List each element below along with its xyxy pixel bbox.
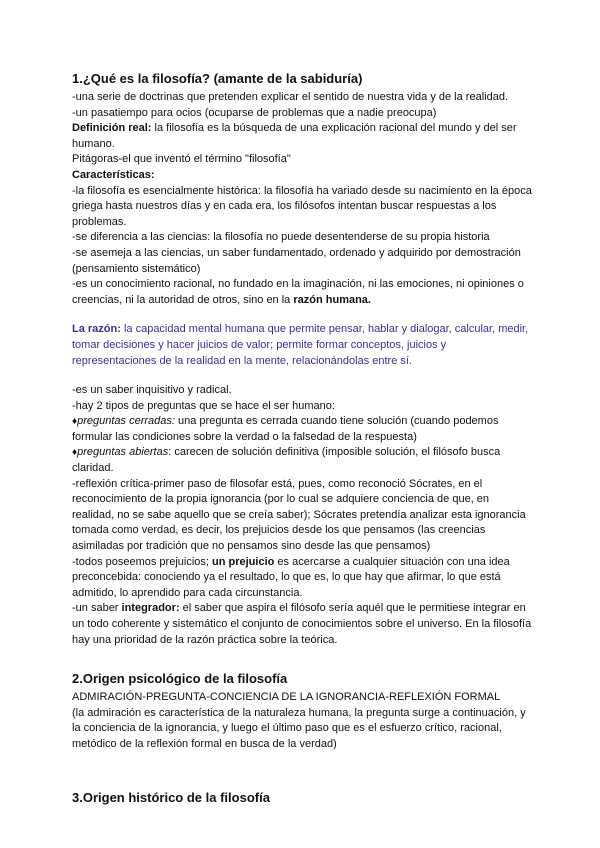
characteristic-item: -se asemeja a las ciencias, un saber fundamentado, ordenado y adquirido por demostración (pensamiento sistemático) bbox=[72, 246, 521, 275]
spacer bbox=[72, 308, 532, 322]
text: -es un conocimiento racional, no fundado en la imaginación, ni las emociones, ni opiniones o creencias, ni la autoridad de otros, sino en la bbox=[72, 278, 524, 306]
razon-paragraph bbox=[72, 322, 532, 369]
paragraph: (la admiración es característica de la naturaleza humana, la pregunta surge a continuación, y la conciencia de la ignorancia, y luego el último paso que es el esfuerzo crítico, racional, metódico de la reflexión formal en busca de la verdad) bbox=[72, 706, 526, 750]
characteristic-item bbox=[72, 277, 532, 308]
characteristic-item: -la filosofía es esencialmente histórica: la filosofía ha variado desde su nacimiento en la época griega hasta nuestros días y en cada era, los filósofos intentan buscar respuestas a los problemas. bbox=[72, 184, 532, 228]
section-2-heading: 2.Origen psicológico de la filosofía bbox=[72, 671, 288, 687]
paragraph bbox=[72, 555, 532, 602]
section-3-heading: 3.Origen histórico de la filosofía bbox=[72, 789, 270, 805]
question-label: preguntas cerradas: bbox=[77, 415, 175, 428]
emphasis: razón humana. bbox=[293, 293, 371, 306]
definition-paragraph bbox=[72, 121, 532, 152]
definition-text: la filosofía es la búsqueda de una explicación racional del mundo y del ser humano. bbox=[72, 122, 517, 150]
question-type-item bbox=[72, 414, 532, 445]
paragraph: -un pasatiempo para ocios (ocuparse de problemas que a nadie preocupa) bbox=[72, 106, 437, 119]
diamond-bullet-icon: ♦ bbox=[72, 447, 78, 459]
razon-label: La razón: bbox=[72, 323, 121, 336]
paragraph: ADMIRACIÓN-PREGUNTA-CONCIENCIA DE LA IGNORANCIA-REFLEXIÓN FORMAL bbox=[72, 691, 501, 704]
diamond-bullet-icon: ♦ bbox=[72, 416, 78, 428]
emphasis: integrador: bbox=[121, 602, 180, 615]
paragraph bbox=[72, 601, 532, 648]
paragraph: -reflexión crítica-primer paso de filosofar está, pues, como reconoció Sócrates, en el reconocimiento de la propia ignorancia (por lo cual se adquiere conciencia de que, en realidad, no se sabe aquello que se creía saber); Sócrates pretendía analizar esta ignorancia tomada como verdad, es decir, los prejuicios desde los que pensamos (las creencias asimiladas por tradición que no pensamos sino desde las que pensamos) bbox=[72, 477, 526, 553]
section-1-heading: 1.¿Qué es la filosofía? (amante de la sabiduría) bbox=[72, 71, 363, 86]
text: -todos poseemos prejuicios; bbox=[72, 555, 213, 568]
question-text: una pregunta es cerrada cuando tiene solución (cuando podemos formular las condiciones sobre la verdad o la falsedad de la respuesta) bbox=[72, 415, 499, 443]
document-page bbox=[72, 70, 532, 809]
question-type-item bbox=[72, 445, 532, 476]
text: el saber que aspira el filósofo sería aquél que le permitiese integrar en un todo coherente y sistemático el conjunto de conocimientos sobre el universo. En la filosofía hay una prioridad de la razón práctica sobre la teórica. bbox=[72, 602, 532, 646]
paragraph: -es un saber inquisitivo y radical. bbox=[72, 384, 232, 397]
paragraph: Pitágoras-el que inventó el término "filosofía" bbox=[72, 153, 291, 166]
spacer bbox=[72, 648, 532, 670]
text: es acercarse a cualquier situación con una idea preconcebida: conociendo ya el resultado, lo que es, lo que hay que afirmar, lo que está admitido, lo aprendido para cada circunstancia. bbox=[72, 555, 510, 599]
question-text: : carecen de solución definitiva (imposible solución, el filósofo busca claridad. bbox=[72, 446, 501, 475]
paragraph: -hay 2 tipos de preguntas que se hace el ser humano: bbox=[72, 399, 335, 412]
spacer bbox=[72, 753, 532, 789]
definition-label: Definición real: bbox=[72, 122, 152, 135]
paragraph: -una serie de doctrinas que pretenden explicar el sentido de nuestra vida y de la realidad. bbox=[72, 91, 508, 103]
razon-text: la capacidad mental humana que permite pensar, hablar y dialogar, calcular, medir, tomar decisiones y hacer juicios de valor; permite formar conceptos, juicios y representaciones de la realidad en la mente, relacionándolas entre sí. bbox=[72, 323, 529, 367]
characteristic-item: -se diferencia a las ciencias: la filosofía no puede desentenderse de su propia historia bbox=[72, 231, 490, 244]
text: -un saber bbox=[72, 602, 122, 615]
spacer bbox=[72, 369, 532, 383]
question-label: preguntas abiertas bbox=[77, 446, 169, 459]
characteristics-label: Características: bbox=[72, 168, 155, 181]
emphasis: un prejuicio bbox=[212, 555, 275, 568]
